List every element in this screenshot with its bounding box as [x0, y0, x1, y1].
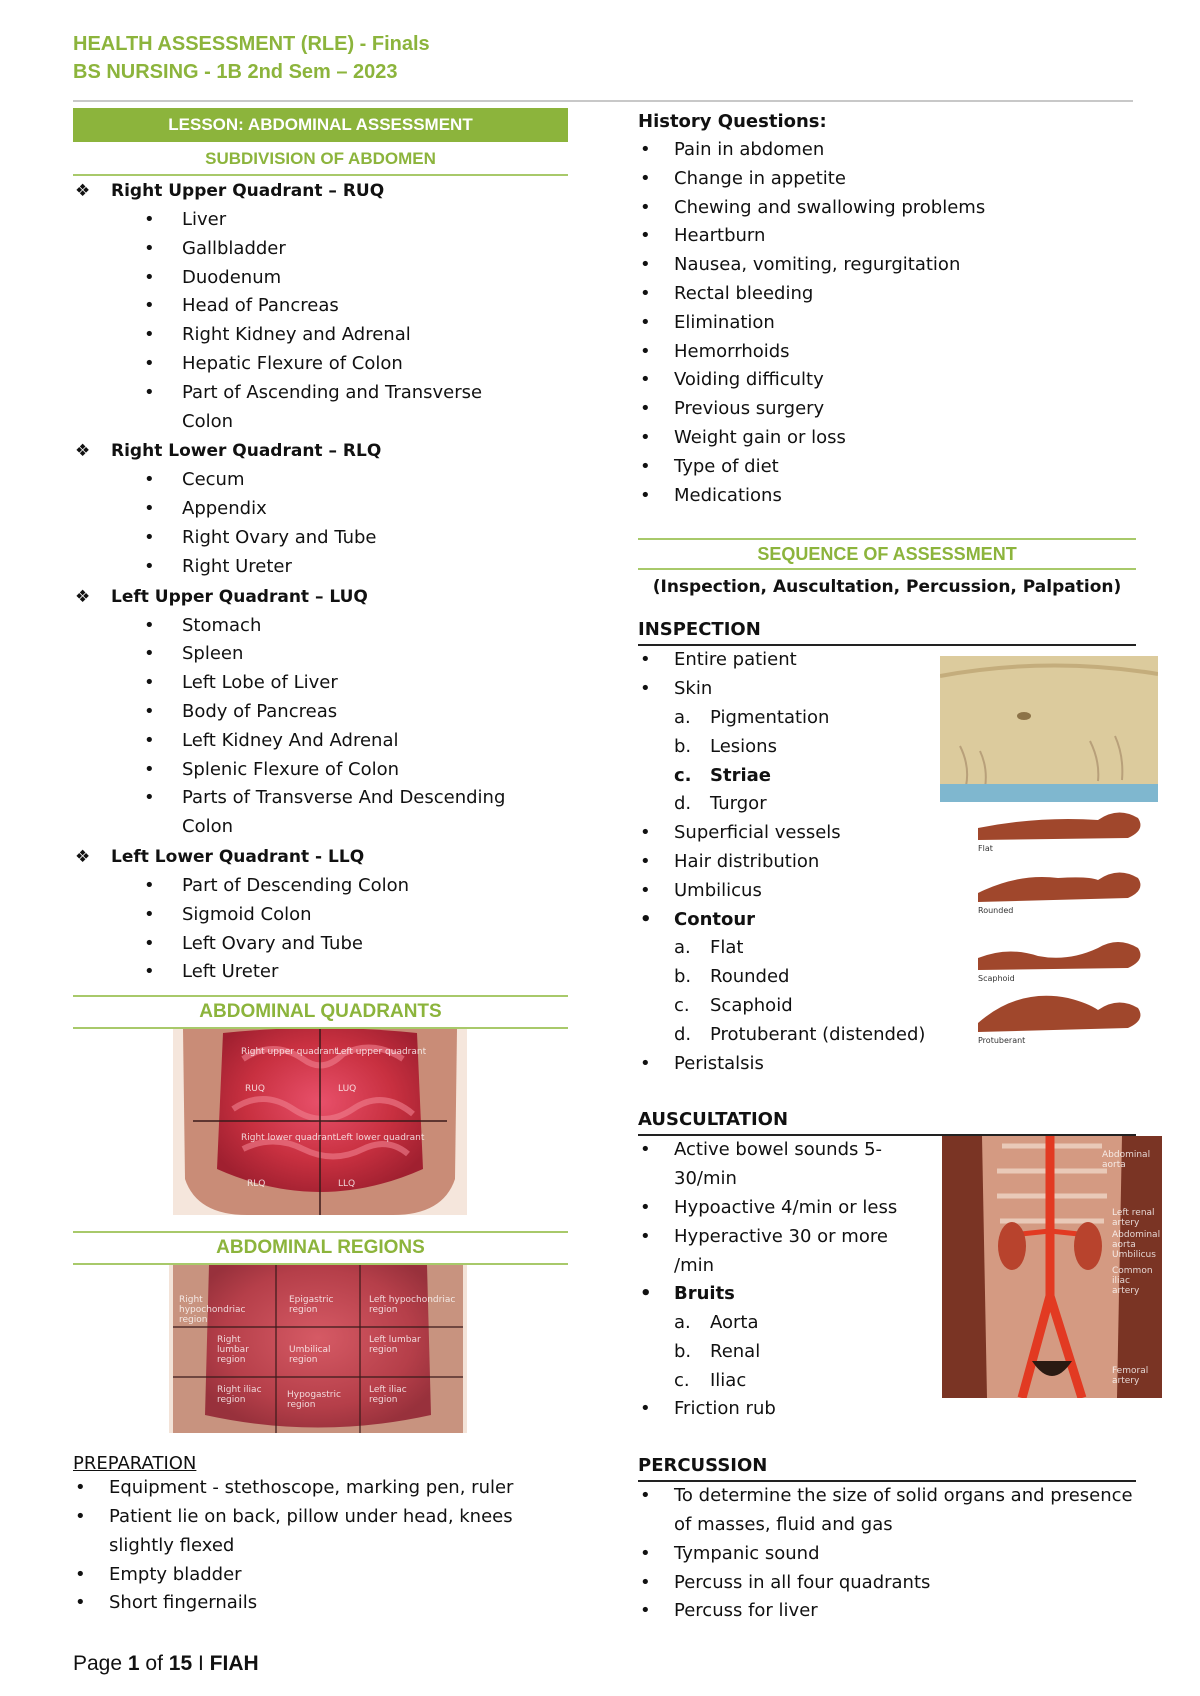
inspection-section [638, 616, 1136, 1078]
history-list [638, 136, 1136, 510]
list-item: • Percuss in all four quadrants [638, 1569, 1136, 1598]
list-item: • Hypoactive 4/min or less [638, 1194, 908, 1223]
list-item: • Part of Ascending and Transverse Colon [73, 379, 568, 437]
list-item: • Empty bladder [73, 1561, 568, 1590]
abdomen-striae-photo [940, 656, 1158, 802]
footer-of-word: of [145, 1652, 163, 1675]
contour-label: Protuberant [978, 1036, 1026, 1046]
region-label: Left hypochondriac region [369, 1295, 456, 1316]
footer-brand: FIAH [209, 1652, 259, 1675]
list-item: • Umbilicus [638, 877, 1136, 906]
quadrant-label: LLQ [338, 1179, 356, 1190]
list-item: • Appendix [73, 495, 568, 524]
quadrant-title: ❖ Right Upper Quadrant – RUQ [73, 177, 568, 206]
vessel-label: Abdominal aorta [1112, 1230, 1161, 1251]
vessel-label: Femoral artery [1112, 1366, 1149, 1387]
footer-page-word: Page [73, 1652, 123, 1675]
list-item: • Cecum [73, 466, 568, 495]
quadrant-title: ❖ Right Lower Quadrant – RLQ [73, 437, 568, 466]
region-label: Right lumbar region [217, 1335, 249, 1366]
abdominal-vessels-image [942, 1136, 1162, 1398]
abdominal-regions-image [169, 1265, 467, 1433]
list-item: • Left Ovary and Tube [73, 930, 568, 959]
quadrant-title: ❖ Left Lower Quadrant - LLQ [73, 843, 568, 872]
percussion-section [638, 1452, 1136, 1626]
list-item: • Elimination [638, 309, 1136, 338]
sub-item: c. Iliac [674, 1369, 747, 1391]
vessel-label: Common iliac artery [1112, 1266, 1153, 1297]
sub-item: a. Flat [674, 937, 744, 959]
list-item: • Active bowel sounds 5-30/min [638, 1136, 908, 1194]
contour-rounded-figure [978, 873, 1140, 903]
subdivision-heading: SUBDIVISION OF ABDOMEN [73, 144, 568, 176]
list-item: • Bruits [638, 1280, 908, 1309]
region-label: Hypogastric region [287, 1390, 341, 1411]
vessel-label: Abdominal aorta [1102, 1150, 1151, 1171]
diamond-bullet-icon: ❖ [75, 586, 91, 607]
list-item: • Pain in abdomen [638, 136, 1136, 165]
diamond-bullet-icon: ❖ [75, 181, 91, 201]
diamond-bullet-icon: ❖ [75, 441, 91, 462]
list-item: • Spleen [73, 640, 568, 669]
quadrant-label: Left upper quadrant [336, 1047, 427, 1058]
list-item: • Skin [638, 675, 1136, 704]
list-item: • Heartburn [638, 222, 1136, 251]
header-divider [73, 100, 1133, 102]
list-item: • Voiding difficulty [638, 366, 1136, 395]
history-heading: History Questions: [638, 111, 827, 132]
list-item: • Head of Pancreas [73, 292, 568, 321]
vessel-label: Umbilicus [1112, 1250, 1156, 1261]
list-item: • Hemorrhoids [638, 338, 1136, 367]
list-item: • Body of Pancreas [73, 698, 568, 727]
region-label: Umbilical region [289, 1345, 331, 1366]
list-item: • Entire patient [638, 646, 1136, 675]
quadrants-heading: ABDOMINAL QUADRANTS [73, 995, 568, 1029]
list-item: • Splenic Flexure of Colon [73, 756, 568, 785]
list-item: • Previous surgery [638, 395, 1136, 424]
contour-label: Rounded [978, 906, 1014, 916]
region-label: Right iliac region [217, 1385, 262, 1406]
quadrant-luq [73, 583, 568, 842]
list-item: • Chewing and swallowing problems [638, 194, 1136, 223]
list-item: • Left Kidney And Adrenal [73, 727, 568, 756]
preparation-list [73, 1474, 568, 1618]
sub-item: d. Turgor [674, 793, 767, 815]
contour-label: Flat [978, 844, 993, 854]
region-label: Left iliac region [369, 1385, 407, 1406]
contour-flat-figure [978, 813, 1140, 841]
list-item: • Liver [73, 206, 568, 235]
page-footer [73, 1652, 259, 1676]
region-label: Right hypochondriac region [179, 1295, 246, 1326]
sub-item: b. Rounded [674, 966, 790, 988]
percussion-heading: PERCUSSION [638, 1452, 1136, 1482]
list-item: • Hyperactive 30 or more /min [638, 1223, 908, 1281]
list-item: • Medications [638, 482, 1136, 511]
list-item: • Stomach [73, 612, 568, 641]
quadrant-label: LUQ [338, 1084, 357, 1095]
sub-item: a. Pigmentation [674, 706, 830, 728]
quadrant-label: Right upper quadrant [241, 1047, 338, 1058]
list-item: • Type of diet [638, 453, 1136, 482]
list-item: • Peristalsis [638, 1050, 1136, 1079]
header-subtitle: BS NURSING - 1B 2nd Sem – 2023 [73, 61, 398, 83]
sequence-subtitle: (Inspection, Auscultation, Percussion, Palpation) [652, 577, 1122, 598]
list-item: • Equipment - stethoscope, marking pen, ruler [73, 1474, 568, 1503]
regions-heading: ABDOMINAL REGIONS [73, 1231, 568, 1265]
quadrant-label: RLQ [247, 1179, 266, 1190]
list-item: • Nausea, vomiting, regurgitation [638, 251, 1136, 280]
preparation-heading: PREPARATION [73, 1453, 197, 1475]
contour-scaphoid-figure [978, 942, 1140, 970]
quadrant-title: ❖ Left Upper Quadrant – LUQ [73, 583, 568, 612]
list-item: • Duodenum [73, 264, 568, 293]
auscultation-section [638, 1106, 1161, 1424]
list-item: • Hair distribution [638, 848, 1136, 877]
quadrant-llq [73, 843, 568, 987]
sequence-heading: SEQUENCE OF ASSESSMENT [638, 538, 1136, 570]
quadrant-rlq [73, 437, 568, 581]
list-item: • Contour [638, 906, 1136, 935]
list-item: • Gallbladder [73, 235, 568, 264]
header-title: HEALTH ASSESSMENT (RLE) - Finals [73, 33, 430, 55]
region-label: Left lumbar region [369, 1335, 421, 1356]
contour-label: Scaphoid [978, 974, 1015, 984]
list-item: • To determine the size of solid organs and presence of masses, fluid and gas [638, 1482, 1136, 1540]
region-label: Epigastric region [289, 1295, 334, 1316]
inspection-heading: INSPECTION [638, 616, 1136, 646]
sub-item: c. Scaphoid [674, 994, 793, 1016]
list-item: • Parts of Transverse And Descending Colon [73, 784, 568, 842]
document-header [73, 30, 430, 86]
sub-item: c. Striae [674, 764, 771, 786]
list-item: • Left Ureter [73, 958, 568, 987]
list-item: • Tympanic sound [638, 1540, 1136, 1569]
list-item: • Right Ovary and Tube [73, 524, 568, 553]
lesson-banner: LESSON: ABDOMINAL ASSESSMENT [73, 108, 568, 142]
list-item: • Hepatic Flexure of Colon [73, 350, 568, 379]
right-column [638, 108, 1161, 1626]
sub-item: b. Lesions [674, 735, 777, 757]
quadrant-label: Left lower quadrant [336, 1133, 425, 1144]
sub-item: a. Aorta [674, 1312, 759, 1334]
auscultation-heading: AUSCULTATION [638, 1106, 1136, 1136]
vessel-label: Left renal artery [1112, 1208, 1155, 1229]
contour-figures [978, 798, 1146, 1058]
diamond-bullet-icon: ❖ [75, 846, 91, 867]
list-item: • Friction rub [638, 1395, 1136, 1424]
footer-page-total: 15 [168, 1652, 193, 1675]
list-item: • Sigmoid Colon [73, 901, 568, 930]
list-item: • Rectal bleeding [638, 280, 1136, 309]
quadrant-label: RUQ [245, 1084, 265, 1095]
footer-separator: I [197, 1652, 204, 1675]
sub-item: b. Renal [674, 1340, 761, 1362]
abdominal-quadrants-image [173, 1029, 467, 1215]
list-item: • Left Lobe of Liver [73, 669, 568, 698]
list-item: • Short fingernails [73, 1589, 568, 1618]
sub-item: d. Protuberant (distended) [674, 1023, 926, 1045]
quadrant-ruq [73, 177, 568, 436]
left-column [73, 108, 568, 1618]
list-item: • Part of Descending Colon [73, 872, 568, 901]
list-item: • Weight gain or loss [638, 424, 1136, 453]
list-item: • Right Ureter [73, 553, 568, 582]
footer-page-number: 1 [127, 1652, 140, 1675]
list-item: • Superficial vessels [638, 819, 1136, 848]
quadrant-label: Right lower quadrant [241, 1133, 337, 1144]
list-item: • Right Kidney and Adrenal [73, 321, 568, 350]
list-item: • Change in appetite [638, 165, 1136, 194]
contour-protuberant-figure [978, 996, 1140, 1032]
list-item: • Percuss for liver [638, 1597, 1136, 1626]
list-item: • Patient lie on back, pillow under head, knees slightly flexed [73, 1503, 568, 1561]
